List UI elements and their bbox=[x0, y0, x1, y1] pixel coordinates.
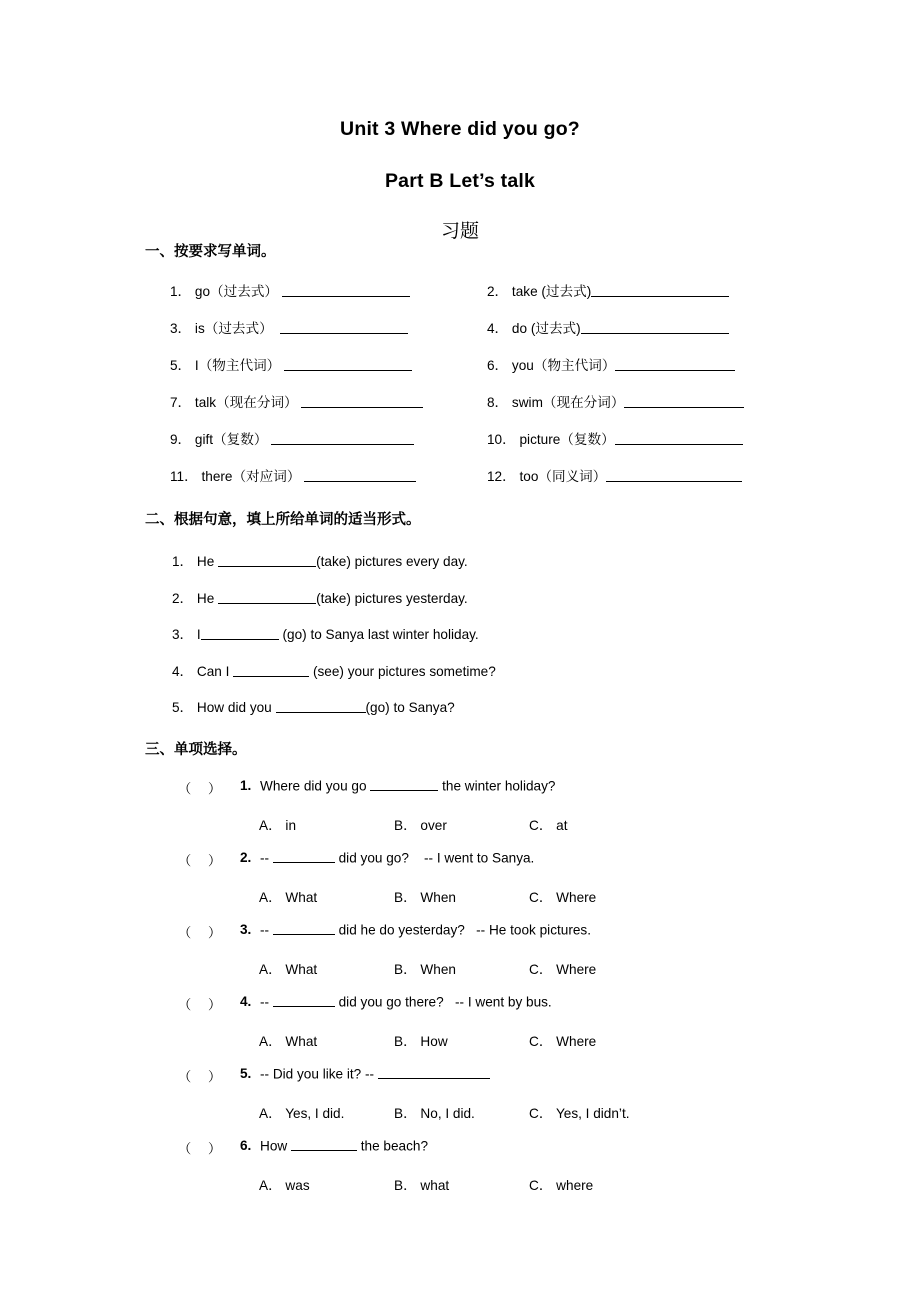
question-text-suffix: the beach? bbox=[356, 1138, 429, 1154]
fill-in-sentence bbox=[172, 660, 920, 697]
option-row bbox=[0, 886, 920, 922]
answer-blank[interactable] bbox=[233, 663, 309, 677]
multiple-choice-question bbox=[0, 922, 920, 994]
answer-blank[interactable] bbox=[280, 321, 408, 335]
question-text-prefix: -- bbox=[260, 922, 273, 938]
answer-blank[interactable] bbox=[304, 469, 416, 483]
question-text bbox=[260, 778, 555, 794]
word-form-prompt: 8． swim（现在分词） bbox=[487, 395, 625, 411]
question-stem bbox=[0, 850, 920, 886]
question-text bbox=[260, 850, 534, 866]
sentence-prefix: 1． He bbox=[172, 554, 219, 570]
word-form-prompt: 3． is（过去式） bbox=[170, 321, 277, 337]
multiple-choice-question bbox=[0, 1138, 920, 1210]
answer-blank[interactable] bbox=[291, 1138, 357, 1152]
fill-in-sentence bbox=[172, 587, 920, 624]
word-form-item bbox=[487, 465, 742, 485]
word-form-item bbox=[487, 391, 744, 411]
word-form-item bbox=[487, 317, 729, 337]
word-form-item bbox=[170, 391, 423, 411]
option-row bbox=[0, 958, 920, 994]
question-number: 3. bbox=[240, 921, 252, 937]
option-row bbox=[0, 1030, 920, 1066]
section-1-heading: 一、按要求写单词。 bbox=[145, 243, 276, 260]
word-form-prompt: 9． gift（复数） bbox=[170, 432, 268, 448]
answer-blank[interactable] bbox=[284, 358, 412, 372]
answer-blank[interactable] bbox=[276, 700, 366, 714]
multiple-choice-question bbox=[0, 778, 920, 850]
answer-blank[interactable] bbox=[273, 922, 335, 936]
fill-in-sentence bbox=[172, 696, 920, 733]
option-row bbox=[0, 1102, 920, 1138]
question-text-suffix: did he do yesterday? -- He took pictures. bbox=[334, 922, 591, 938]
fill-in-sentence bbox=[172, 623, 920, 660]
question-text bbox=[260, 1138, 428, 1154]
option-c[interactable]: C． at bbox=[529, 817, 568, 833]
answer-blank[interactable] bbox=[370, 778, 438, 792]
option-b[interactable]: B． what bbox=[394, 1177, 450, 1193]
section-fill-in-form bbox=[0, 511, 920, 732]
question-text-prefix: -- bbox=[260, 994, 273, 1010]
question-text-prefix: -- bbox=[260, 850, 273, 866]
answer-blank[interactable] bbox=[615, 358, 735, 372]
word-form-prompt: 1． go（过去式） bbox=[170, 284, 279, 300]
section-3-question-list bbox=[0, 778, 920, 1210]
section-1-word-list bbox=[0, 280, 920, 502]
answer-blank[interactable] bbox=[271, 432, 414, 446]
sentence-suffix: (take) pictures yesterday. bbox=[316, 590, 468, 606]
answer-blank[interactable] bbox=[615, 432, 743, 446]
word-form-row bbox=[0, 391, 920, 428]
question-number: 1. bbox=[240, 777, 252, 793]
answer-blank[interactable] bbox=[378, 1066, 490, 1080]
word-form-row bbox=[0, 354, 920, 391]
word-form-item bbox=[487, 428, 743, 448]
sentence-prefix: 5． How did you bbox=[172, 700, 276, 716]
answer-bracket[interactable]: （ ） bbox=[178, 1069, 222, 1085]
page-title: Unit 3 Where did you go? bbox=[340, 118, 580, 140]
question-text bbox=[260, 994, 552, 1010]
multiple-choice-question bbox=[0, 850, 920, 922]
answer-bracket[interactable]: （ ） bbox=[178, 853, 222, 869]
answer-blank[interactable] bbox=[282, 284, 410, 298]
answer-blank[interactable] bbox=[591, 284, 729, 298]
question-text-prefix: -- Did you like it? -- bbox=[260, 1066, 378, 1082]
page-subtitle: Part B Let’s talk bbox=[384, 170, 536, 193]
sentence-suffix: (go) to Sanya last winter holiday. bbox=[278, 627, 479, 643]
question-stem bbox=[0, 994, 920, 1030]
document-header bbox=[0, 0, 920, 243]
question-stem bbox=[0, 1066, 920, 1102]
question-stem bbox=[0, 1138, 920, 1174]
question-text bbox=[260, 1066, 490, 1082]
question-text bbox=[260, 922, 591, 938]
option-b[interactable]: B． No, I did. bbox=[394, 1105, 475, 1121]
sentence-prefix: 3． I bbox=[172, 627, 201, 643]
word-form-prompt: 11． there（对应词） bbox=[170, 469, 301, 485]
section-2-heading: 二、根据句意，填上所给单词的适当形式。 bbox=[145, 512, 421, 529]
option-c[interactable]: C． Where bbox=[529, 889, 597, 905]
multiple-choice-question bbox=[0, 1066, 920, 1138]
option-a[interactable]: A． What bbox=[259, 889, 318, 905]
word-form-item bbox=[487, 354, 735, 374]
answer-blank[interactable] bbox=[301, 395, 423, 409]
word-form-prompt: 5． I（物主代词） bbox=[170, 358, 281, 374]
option-a[interactable]: A． was bbox=[259, 1177, 310, 1193]
question-number: 5. bbox=[240, 1065, 252, 1081]
option-row bbox=[0, 814, 920, 850]
question-text-prefix: Where did you go bbox=[260, 778, 371, 794]
section-multiple-choice bbox=[0, 741, 920, 1210]
section-3-heading: 三、单项选择。 bbox=[145, 741, 247, 758]
word-form-item bbox=[170, 280, 410, 300]
question-text-suffix: the winter holiday? bbox=[438, 778, 556, 794]
question-text-prefix: How bbox=[260, 1138, 291, 1154]
option-c[interactable]: C． Where bbox=[529, 961, 597, 977]
answer-blank[interactable] bbox=[273, 994, 335, 1008]
question-number: 2. bbox=[240, 849, 252, 865]
word-form-prompt: 10． picture（复数） bbox=[487, 432, 615, 448]
question-stem bbox=[0, 778, 920, 814]
word-form-row bbox=[0, 465, 920, 502]
option-b[interactable]: B． When bbox=[394, 961, 456, 977]
answer-blank[interactable] bbox=[201, 627, 279, 641]
worksheet-label: 习题 bbox=[440, 219, 479, 242]
option-a[interactable]: A． What bbox=[259, 961, 318, 977]
word-form-row bbox=[0, 317, 920, 354]
word-form-row bbox=[0, 428, 920, 465]
option-a[interactable]: A． What bbox=[259, 1033, 318, 1049]
option-c[interactable]: C． Where bbox=[529, 1033, 597, 1049]
question-text-suffix: did you go? -- I went to Sanya. bbox=[334, 850, 535, 866]
word-form-row bbox=[0, 280, 920, 317]
answer-blank[interactable] bbox=[273, 850, 335, 864]
fill-in-sentence bbox=[172, 550, 920, 587]
answer-bracket[interactable]: （ ） bbox=[178, 781, 222, 797]
answer-blank[interactable] bbox=[624, 395, 744, 409]
answer-blank[interactable] bbox=[606, 469, 742, 483]
question-number: 6. bbox=[240, 1137, 252, 1153]
question-text-suffix: did you go there? -- I went by bus. bbox=[334, 994, 552, 1010]
sentence-prefix: 2． He bbox=[172, 590, 219, 606]
question-number: 4. bbox=[240, 993, 252, 1009]
section-2-sentence-list bbox=[0, 550, 920, 733]
option-a[interactable]: A． in bbox=[259, 817, 297, 833]
question-stem bbox=[0, 922, 920, 958]
word-form-prompt: 6． you（物主代词） bbox=[487, 358, 616, 374]
sentence-suffix: (go) to Sanya? bbox=[365, 700, 455, 716]
word-form-item bbox=[170, 354, 412, 374]
option-b[interactable]: B． over bbox=[394, 817, 447, 833]
answer-bracket[interactable]: （ ） bbox=[178, 997, 222, 1013]
option-a[interactable]: A． Yes, I did. bbox=[259, 1105, 345, 1121]
option-b[interactable]: B． When bbox=[394, 889, 456, 905]
word-form-prompt: 4． do (过去式) bbox=[487, 321, 581, 337]
answer-blank[interactable] bbox=[218, 554, 316, 568]
word-form-prompt: 2． take (过去式) bbox=[487, 284, 592, 300]
section-write-words bbox=[0, 243, 920, 503]
answer-blank[interactable] bbox=[581, 321, 729, 335]
sentence-suffix: (take) pictures every day. bbox=[316, 554, 468, 570]
option-b[interactable]: B． How bbox=[394, 1033, 448, 1049]
option-c[interactable]: C． Yes, I didn’t. bbox=[529, 1105, 630, 1121]
word-form-prompt: 7． talk（现在分词） bbox=[170, 395, 298, 411]
multiple-choice-question bbox=[0, 994, 920, 1066]
word-form-item bbox=[170, 317, 408, 337]
answer-bracket[interactable]: （ ） bbox=[178, 1141, 222, 1157]
word-form-item bbox=[487, 280, 729, 300]
option-c[interactable]: C． where bbox=[529, 1177, 594, 1193]
sentence-suffix: (see) your pictures sometime? bbox=[309, 663, 496, 679]
word-form-item bbox=[170, 465, 416, 485]
word-form-prompt: 12． too（同义词） bbox=[487, 469, 607, 485]
option-row bbox=[0, 1174, 920, 1210]
word-form-item bbox=[170, 428, 414, 448]
sentence-prefix: 4． Can I bbox=[172, 663, 234, 679]
answer-bracket[interactable]: （ ） bbox=[178, 925, 222, 941]
answer-blank[interactable] bbox=[218, 590, 316, 604]
